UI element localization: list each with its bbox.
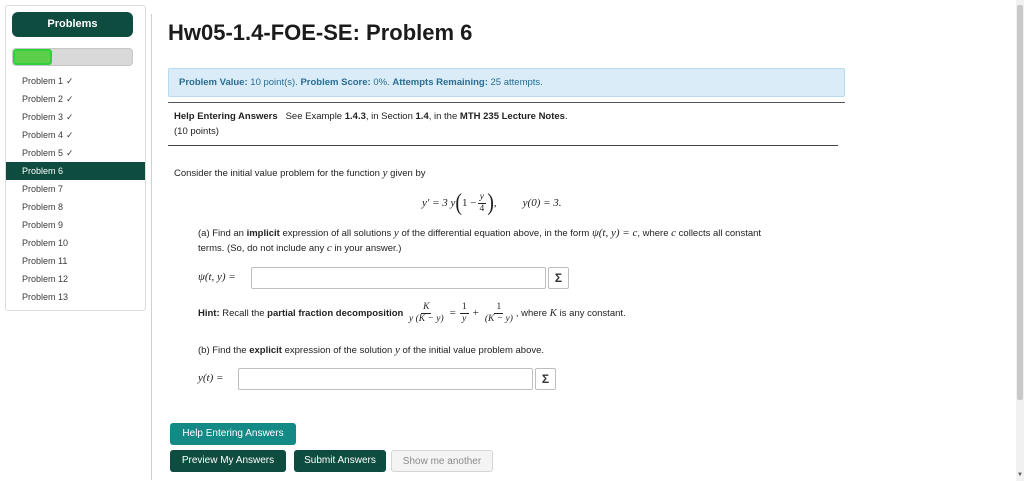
eq-comma: ,	[493, 197, 497, 209]
sidebar-item-problem[interactable]	[6, 198, 145, 216]
hint-K: K	[549, 307, 558, 319]
sidebar-item-problem[interactable]	[6, 72, 145, 90]
part-a-c: c	[671, 227, 677, 239]
problem-list	[6, 72, 145, 306]
intro-text-2: given by	[390, 168, 426, 179]
sidebar-item-problem[interactable]	[6, 216, 145, 234]
sidebar-item-label: Problem 13	[22, 292, 69, 302]
part-a-var: y	[393, 227, 399, 239]
hint-text-1: Recall the	[222, 307, 265, 319]
progress-bar	[12, 48, 133, 66]
y-label: y(t) =	[198, 372, 224, 384]
page-title: Hw05-1.4-FOE-SE: Problem 6	[168, 20, 473, 45]
sidebar-item-problem[interactable]	[6, 252, 145, 270]
check-icon: ✓	[66, 76, 74, 86]
hint-f2-den: y	[462, 313, 467, 324]
psi-label: ψ(t, y) =	[198, 271, 236, 283]
eq-paren-close: )	[487, 189, 494, 217]
lecture-notes-link[interactable]: MTH 235 Lecture Notes	[459, 111, 565, 122]
eq-frac-num: y	[479, 191, 484, 202]
in-section-text: , in Section	[365, 111, 413, 122]
part-a-line2-c: c	[326, 242, 332, 254]
check-icon: ✓	[66, 148, 74, 158]
problem-value: 10 point(s).	[250, 77, 298, 88]
preview-answers-button[interactable]: Preview My Answers	[170, 450, 286, 472]
problem-sidebar	[5, 5, 146, 311]
hint-frac-3	[483, 302, 515, 325]
hint-f2-num: 1	[461, 301, 467, 312]
answer-a-input[interactable]	[251, 267, 546, 289]
points-label: (10 points)	[174, 126, 219, 137]
attempts-remaining: 25 attempts.	[490, 77, 543, 88]
eq-one: 1 −	[462, 197, 477, 209]
sidebar-item-label: Problem 2	[22, 94, 64, 104]
hint-frac-2	[460, 302, 469, 325]
problem-info-banner	[168, 68, 845, 97]
sidebar-item-problem[interactable]	[6, 180, 145, 198]
part-a-text-3: of the differential equation above, in the form	[401, 228, 590, 239]
part-a-text-5: collects all constant	[678, 228, 762, 239]
hint-f1-den: y (K − y)	[409, 313, 444, 324]
answer-b-input[interactable]	[238, 368, 533, 390]
hint-bold: partial fraction decomposition	[267, 307, 404, 319]
show-me-another-button[interactable]: Show me another	[391, 450, 493, 472]
intro-var: y	[382, 167, 388, 179]
sidebar-header: Problems	[12, 12, 133, 37]
sidebar-item-label: Problem 3	[22, 112, 64, 122]
sidebar-item-problem[interactable]	[6, 126, 145, 144]
sidebar-item-label: Problem 11	[22, 256, 68, 266]
problem-value-label: Problem Value:	[179, 77, 248, 88]
hint-plus: +	[472, 307, 479, 319]
sidebar-item-problem[interactable]	[6, 144, 145, 162]
hint-equals: =	[449, 307, 456, 319]
equation-editor-button-a[interactable]: Σ	[548, 267, 569, 289]
hint-text-2: , where	[515, 307, 548, 319]
differential-equation	[422, 190, 562, 216]
problem-score-label: Problem Score:	[300, 77, 371, 88]
sidebar-item-label: Problem 8	[22, 202, 64, 212]
eq-fraction	[477, 192, 486, 215]
divider	[151, 14, 152, 480]
check-icon: ✓	[66, 94, 74, 104]
see-example-text: See Example	[285, 111, 343, 122]
in-the-text: , in the	[428, 111, 458, 122]
sidebar-item-label: Problem 6	[22, 166, 64, 176]
part-b-text-3: of the initial value problem above.	[402, 345, 545, 356]
sidebar-item-label: Problem 7	[22, 184, 64, 194]
divider	[168, 102, 845, 103]
hint-f3-num: 1	[496, 301, 502, 312]
initial-condition: y(0) = 3.	[522, 197, 562, 209]
sidebar-item-problem[interactable]	[6, 90, 145, 108]
check-icon: ✓	[66, 130, 74, 140]
part-b-var: y	[394, 344, 400, 356]
hint-f1-num: K	[423, 301, 430, 312]
part-a-text-2: expression of all solutions	[282, 228, 392, 239]
part-a-line2-1: terms. (So, do not include any	[198, 243, 325, 254]
divider	[168, 145, 838, 146]
sidebar-item-problem[interactable]	[6, 108, 145, 126]
period: .	[564, 111, 568, 122]
part-a-text-4: , where	[637, 228, 669, 239]
scroll-down-icon[interactable]: ▼	[1017, 472, 1023, 478]
problem-intro	[174, 167, 426, 179]
part-a-text-line2	[198, 242, 401, 254]
attempts-label: Attempts Remaining:	[392, 77, 488, 88]
help-line	[174, 111, 568, 122]
part-a-form: ψ(t, y) = c	[591, 227, 638, 239]
scrollbar[interactable]	[1016, 0, 1024, 481]
problem-score: 0%.	[373, 77, 390, 88]
progress-fill	[13, 49, 52, 65]
eq-paren-open: (	[455, 189, 463, 217]
hint-text-3: is any constant.	[559, 307, 626, 319]
sidebar-item-label: Problem 4	[22, 130, 64, 140]
intro-text: Consider the initial value problem for the function	[174, 168, 380, 179]
eq-lhs: y′ = 3 y	[422, 197, 456, 209]
submit-answers-button[interactable]: Submit Answers	[294, 450, 386, 472]
part-b-text-1: (b) Find the	[198, 345, 247, 356]
help-entering-answers-button[interactable]: Help Entering Answers	[170, 423, 296, 445]
example-number[interactable]: 1.4.3	[344, 111, 366, 122]
hint-f3-den: (K − y)	[484, 313, 513, 324]
part-a-text-1: (a) Find an	[198, 228, 244, 239]
hint-row	[198, 296, 626, 330]
part-b-text-2: expression of the solution	[284, 345, 393, 356]
sidebar-item-label: Problem 5	[22, 148, 64, 158]
sidebar-item-label: Problem 12	[22, 274, 69, 284]
part-b-bold: explicit	[249, 345, 282, 356]
part-a-line2-2: in your answer.)	[334, 243, 402, 254]
sidebar-item-label: Problem 10	[22, 238, 69, 248]
equation-editor-button-b[interactable]: Σ	[535, 368, 556, 390]
sidebar-item-label: Problem 1	[22, 76, 64, 86]
scrollbar-thumb[interactable]	[1017, 5, 1023, 400]
hint-frac-1	[407, 302, 446, 325]
check-icon: ✓	[66, 112, 74, 122]
part-a-bold: implicit	[246, 228, 280, 239]
eq-frac-den: 4	[479, 203, 485, 214]
section-number[interactable]: 1.4	[415, 111, 429, 122]
hint-label: Hint:	[198, 307, 220, 319]
sidebar-item-problem[interactable]	[6, 234, 145, 252]
sidebar-item-problem[interactable]	[6, 162, 145, 180]
sidebar-item-problem[interactable]	[6, 288, 145, 306]
help-entering-answers-link[interactable]: Help Entering Answers	[174, 111, 278, 122]
part-b-text	[198, 344, 544, 356]
part-a-text	[198, 227, 761, 239]
sidebar-item-label: Problem 9	[22, 220, 64, 230]
sidebar-item-problem[interactable]	[6, 270, 145, 288]
